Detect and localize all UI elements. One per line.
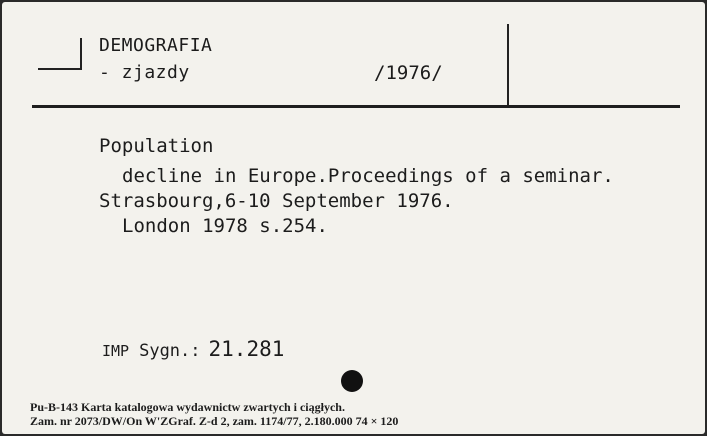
body-line-imprint: London 1978 s.254. xyxy=(122,215,328,237)
subject-heading: DEMOGRAFIA xyxy=(99,35,213,56)
printer-imprint-line2: Zam. nr 2073/DW/On W'ZGraf. Z-d 2, zam. 1174/77, 2.180.000 74 × 120 xyxy=(30,414,399,428)
horizontal-rule xyxy=(32,105,680,108)
body-line-subtitle: decline in Europe.Proceedings of a seminar. xyxy=(122,165,614,187)
punch-hole xyxy=(341,370,363,392)
index-tab-mark xyxy=(38,38,82,70)
vertical-rule xyxy=(507,24,509,106)
call-number: 21.281 xyxy=(208,337,285,361)
catalog-card xyxy=(2,2,705,434)
body-line-title: Population xyxy=(99,135,214,157)
call-label: Sygn.: xyxy=(139,341,201,361)
call-prefix: IMP xyxy=(102,342,130,360)
year-label: /1976/ xyxy=(374,62,443,84)
subject-subheading: - zjazdy xyxy=(99,62,190,83)
printer-imprint-line1: Pu-B-143 Karta katalogowa wydawnictw zwartych i ciągłych. xyxy=(30,400,345,414)
call-number-line xyxy=(102,337,284,361)
body-line-place-date: Strasbourg,6-10 September 1976. xyxy=(99,190,454,212)
